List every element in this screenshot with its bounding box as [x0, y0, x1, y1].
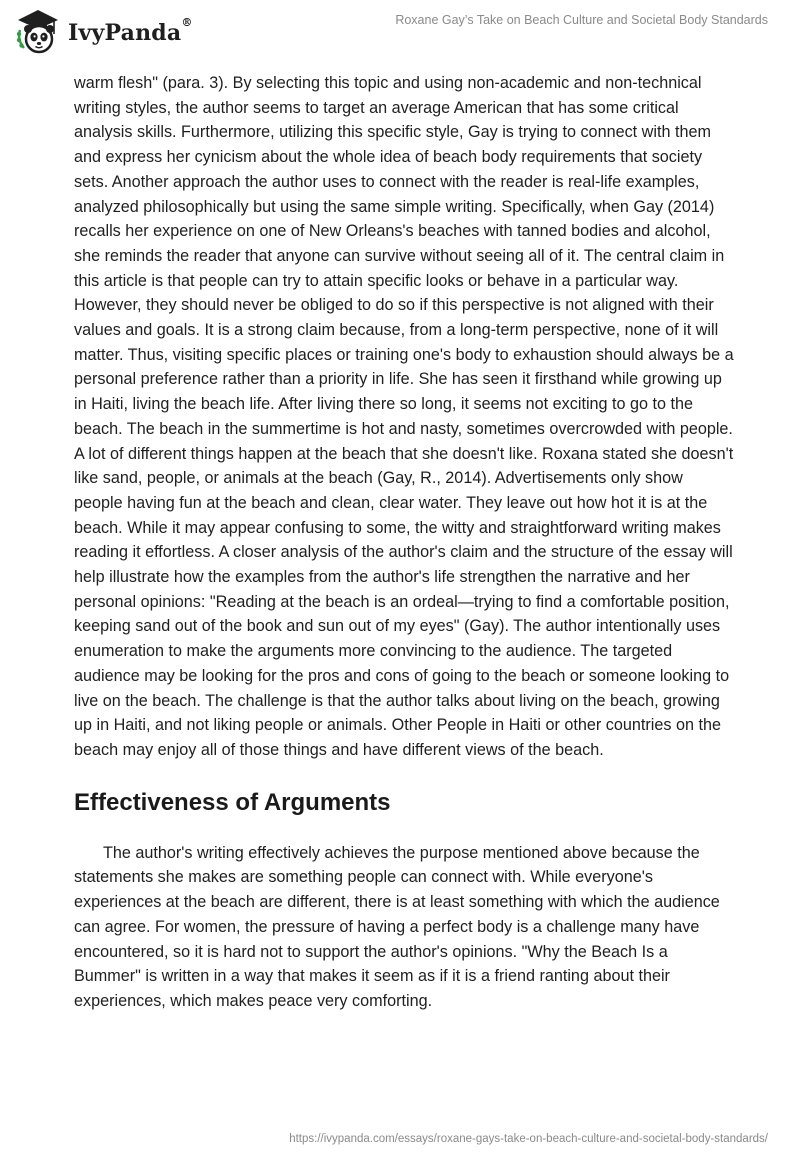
registered-mark: ® [181, 16, 193, 29]
page-header [0, 0, 800, 70]
document-title: Roxane Gay’s Take on Beach Culture and Societal Body Standards [395, 13, 768, 27]
body-paragraph: The author's writing effectively achieves the purpose mentioned above because the statements she makes are something people can connect with. While everyone's experiences at the beach are different, there is at least something with which the audience can agree. For women, the pressure of having a perfect body is a challenge many have encountered, so it is hard not to support the author's opinions. "Why the Beach Is a Bummer" is written in a way that makes it seem as if it is a friend ranting about their experiences, which makes peace very comforting. [74, 843, 720, 1010]
section-heading: Effectiveness of Arguments [74, 788, 391, 816]
brand-name: IvyPanda® [68, 16, 193, 46]
source-url[interactable]: https://ivypanda.com/essays/roxane-gays-take-on-beach-culture-and-societal-body-standards/ [289, 1133, 768, 1145]
essay-content [74, 71, 734, 1014]
body-paragraph: warm flesh" (para. 3). By selecting this topic and using non-academic and non-technical writing styles, the author seems to target an average American that has some critical analysis skills. Furthermore, utilizing this specific style, Gay is trying to connect with them and express her cynicism about the whole idea of beach body requirements that society sets. Another approach the author uses to connect with the reader is real-life examples, analyzed philosophically but using the same simple writing. Specifically, when Gay (2014) recalls her experience on one of New Orleans's beaches with tanned bodies and alcohol, she reminds the reader that anyone can survive without seeing all of it. The central claim in this article is that people can try to attain specific looks or behave in a particular way. However, they should never be obliged to do so if this perspective is not aligned with their values and goals. It is a strong claim because, from a long-term perspective, none of it will matter. Thus, visiting specific places or training one's body to exhaustion should always be a personal preference rather than a priority in life. She has seen it firsthand while growing up in Haiti, living the beach life. After living there so long, it seems not exciting to go to the beach. The beach in the summertime is hot and nasty, sometimes overcrowded with people. A lot of different things happen at the beach that she doesn't like. Roxana stated she doesn't like sand, people, or animals at the beach (Gay, R., 2014). Advertisements only show people having fun at the beach and clean, clear water. They leave out how hot it is at the beach. While it may appear confusing to some, the witty and straightforward writing makes reading it effortless. A closer analysis of the author's claim and the structure of the essay will help illustrate how the examples from the author's life strengthen the narrative and her personal opinions: "Reading at the beach is an ordeal—trying to find a comfortable position, keeping sand out of the book and sun out of my eyes" (Gay). The author intentionally uses enumeration to make the arguments more convincing to the audience. The targeted audience may be looking for the pros and cons of going to the beach or someone looking to live on the beach. The challenge is that the author talks about living on the beach, growing up in Haiti, and not liking people or animals. Other People in Haiti or other countries on the beach may enjoy all of those things and have different views of the beach. [74, 74, 734, 759]
ivypanda-logo[interactable] [14, 6, 193, 56]
panda-graduation-cap-icon [14, 6, 62, 56]
